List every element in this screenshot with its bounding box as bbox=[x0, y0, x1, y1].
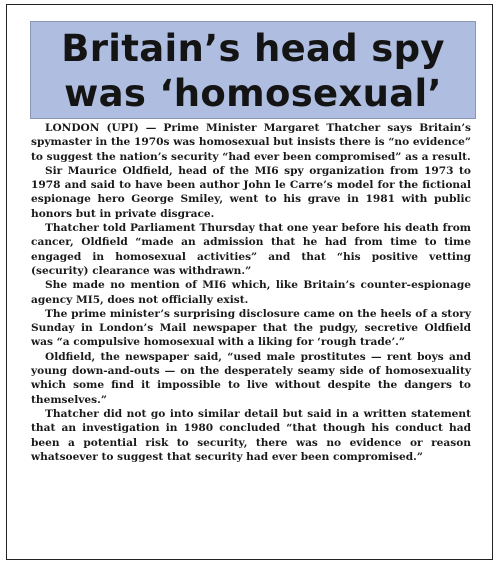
headline-banner bbox=[30, 21, 476, 119]
article-paragraph-1: LONDON (UPI) — Prime Minister Margaret Thatcher says Britain’s spymaster in the 1970s was homosexual but insists there is “no evidence” to suggest the nation’s security “had ever been compromised” as a result. bbox=[31, 122, 471, 163]
article-paragraph-5: The prime minister’s surprising disclosure came on the heels of a story Sunday in London’s Mail newspaper that the pudgy, secretive Oldfield was “a compulsive homosexual with a liking for ‘rough trade’.” bbox=[31, 307, 471, 349]
headline-line-1: Britain’s head spy bbox=[61, 27, 445, 70]
headline-line-2: was ‘homosexual’ bbox=[64, 72, 442, 115]
article-paragraph-6: Oldfield, the newspaper said, “used male prostitutes — rent boys and young down-and-outs — on the desperately seamy side of homosexuality which some find it impossible to live without despite the dangers to themselves.” bbox=[31, 350, 471, 406]
headline bbox=[31, 26, 475, 116]
article-paragraph-7: Thatcher did not go into similar detail but said in a written statement that an investigation in 1980 concluded “that though his conduct had been a potential risk to security, there was no evidence or reason whatsoever to suggest that security had ever been compromised.” bbox=[31, 407, 471, 463]
article-paragraph-2: Sir Maurice Oldfield, head of the MI6 spy organization from 1973 to 1978 and said to have been author John le Carre’s model for the fictional espionage hero George Smiley, went to his grave in 1981 with public honors but in private disgrace. bbox=[31, 164, 471, 220]
article-paragraph-4: She made no mention of MI6 which, like Britain’s counter-espionage agency MI5, does not officially exist. bbox=[31, 279, 471, 306]
article-paragraph-3: Thatcher told Parliament Thursday that one year before his death from cancer, Oldfield “made an admission that he had from time to time engaged in homosexual activities” and that “his positive vetting (security) clearance was withdrawn.” bbox=[31, 222, 471, 277]
article-body bbox=[31, 121, 471, 464]
